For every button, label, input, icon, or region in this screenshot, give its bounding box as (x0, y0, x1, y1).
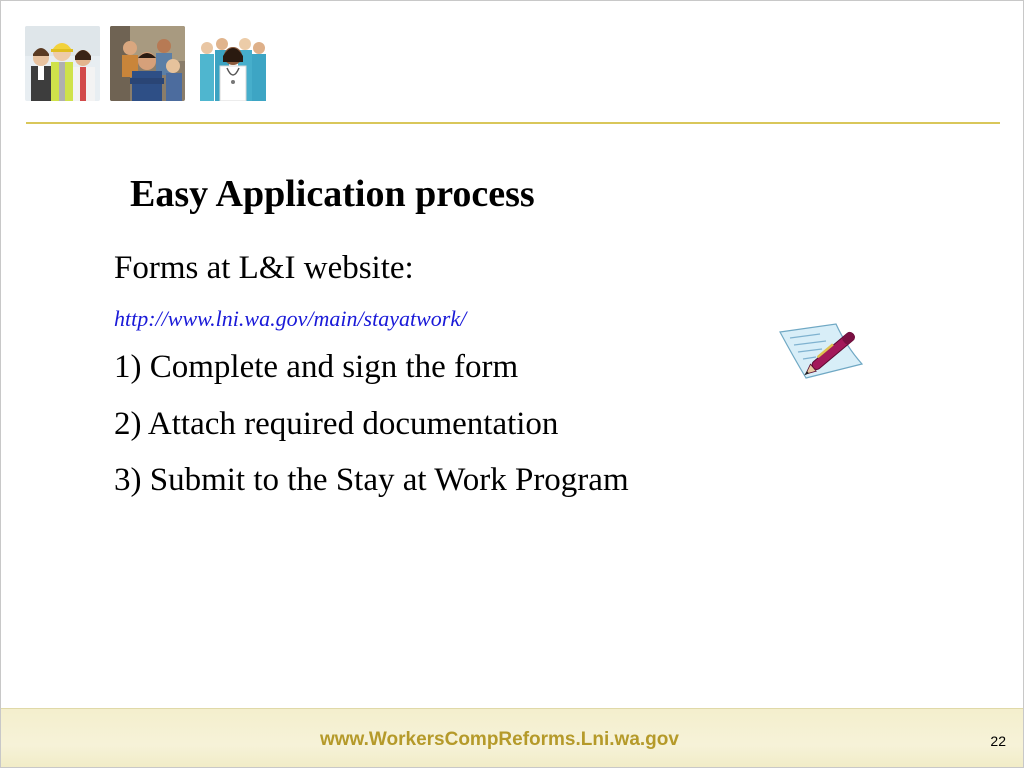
website-link[interactable]: http://www.lni.wa.gov/main/stayatwork/ (114, 306, 467, 331)
forms-intro-text: Forms at L&I website: (114, 250, 414, 286)
slide-footer (0, 708, 1024, 768)
workers-photo-icon (110, 26, 185, 101)
workers-photo-icon (195, 26, 270, 101)
footer-website-link[interactable]: www.WorkersCompReforms.Lni.wa.gov (320, 729, 679, 750)
step-3-text: 3) Submit to the Stay at Work Program (114, 462, 629, 498)
workers-photo-1 (25, 26, 100, 101)
pen-and-paper-icon (776, 320, 868, 382)
step-1-text: 1) Complete and sign the form (114, 349, 519, 385)
pen-and-paper-clipart (776, 320, 868, 382)
workers-photo-3 (195, 26, 270, 101)
slide-title: Easy Application process (130, 173, 535, 215)
step-2-text: 2) Attach required documentation (114, 406, 559, 442)
header-photo-strip (25, 26, 270, 101)
workers-photo-icon (25, 26, 100, 101)
page-number: 22 (990, 733, 1006, 749)
header-divider (26, 122, 1000, 124)
workers-photo-2 (110, 26, 185, 101)
